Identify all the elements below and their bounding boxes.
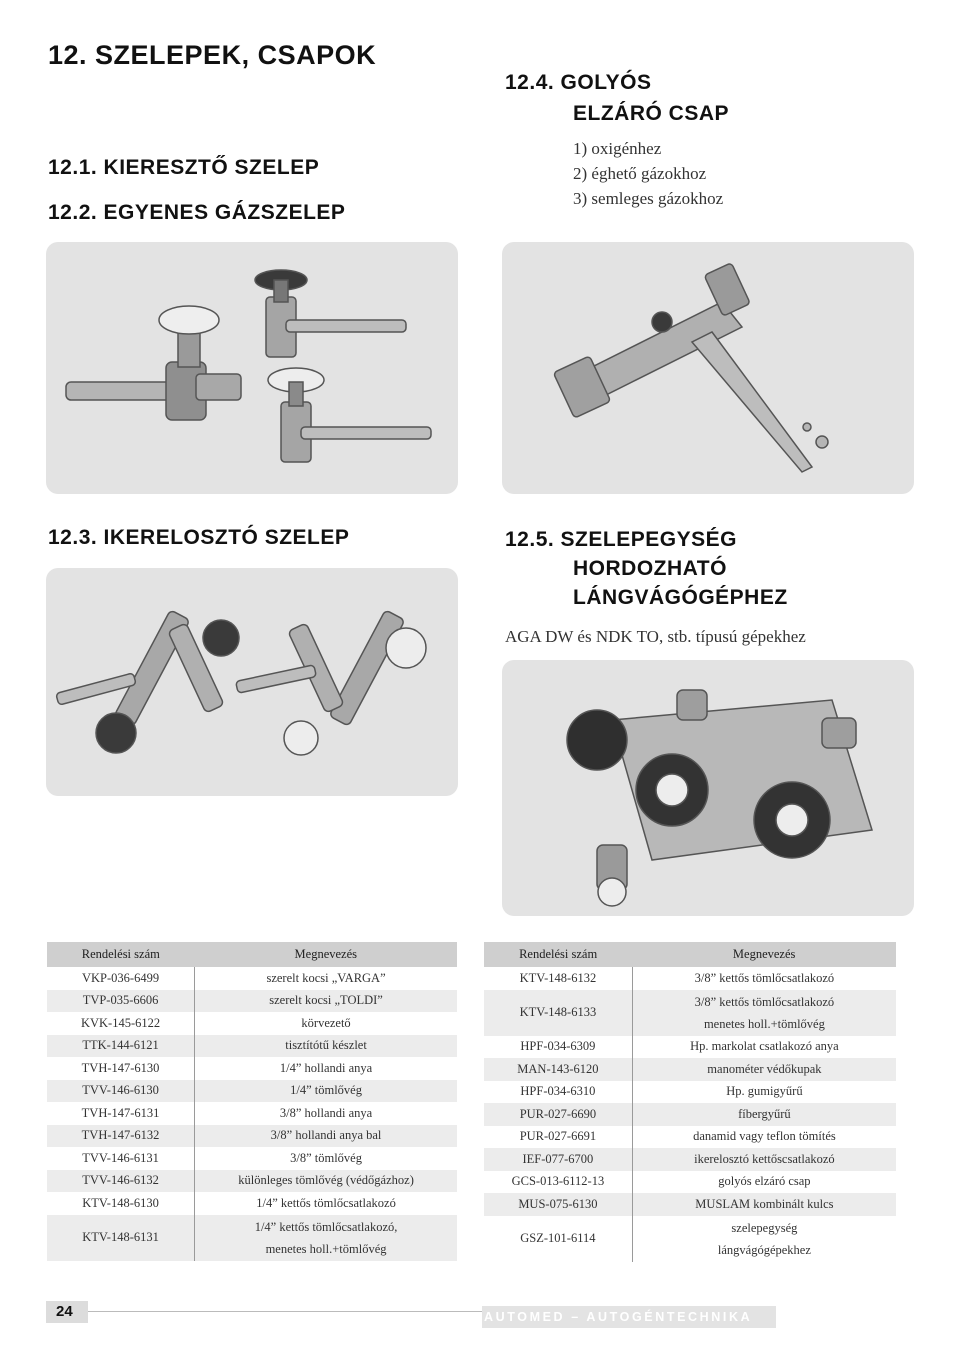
section-heading-12-3: 12.3. IKERELOSZTÓ SZELEP (48, 526, 350, 549)
item-name: szerelt kocsi „VARGA” (195, 967, 457, 990)
table-row (47, 990, 457, 1013)
section-heading-12-5 (505, 525, 788, 612)
item-name-line1: 3/8” kettős tömlőcsatlakozó (694, 994, 835, 1009)
table-row (47, 967, 457, 990)
order-code: MAN-143-6120 (484, 1058, 632, 1081)
table-row (47, 1035, 457, 1058)
item-name: 1/4” hollandi anya (195, 1057, 457, 1080)
section-heading-12-5-line2: HORDOZHATÓ (573, 557, 727, 580)
order-code: HPF-034-6310 (520, 1084, 596, 1099)
twin-distributor-valve-illustration (46, 568, 458, 796)
order-code: KTV-148-6133 (484, 990, 632, 1036)
section-heading-12-5-line1: 12.5. SZELEPEGYSÉG (505, 528, 737, 551)
order-table-right (484, 942, 896, 1262)
order-code: TVH-147-6132 (47, 1125, 195, 1148)
gas-type-list (573, 136, 723, 211)
item-name: manométer védőkupak (632, 1058, 896, 1081)
order-code: PUR-027-6690 (484, 1103, 632, 1126)
table-row (47, 1125, 457, 1148)
item-name-line1: szelepegység (731, 1220, 798, 1235)
order-code: GSZ-101-6114 (520, 1231, 596, 1245)
order-code: KTV-148-6130 (82, 1195, 159, 1210)
item-name-line2: menetes holl.+tömlővég (703, 1016, 825, 1031)
order-code: TVH-147-6131 (81, 1105, 160, 1120)
table-row (484, 1081, 896, 1104)
cross-valve-photo (46, 242, 458, 494)
order-code: TVV-146-6130 (47, 1080, 195, 1103)
section-heading-12-5-line3: LÁNGVÁGÓGÉPHEZ (573, 586, 788, 609)
table-row (484, 967, 896, 990)
item-name: 1/4” kettős tömlőcsatlakozó (195, 1192, 457, 1215)
item-name: MUSLAM kombinált kulcs (632, 1193, 896, 1216)
list-item: 2) éghető gázokhoz (573, 164, 707, 183)
table-row (47, 1192, 457, 1215)
valve-unit-photo (502, 660, 914, 916)
table-row (484, 1216, 896, 1262)
cross-valve-illustration (46, 242, 458, 494)
section-heading-12-4 (505, 67, 729, 129)
item-name: Hp. gumigyűrű (632, 1081, 896, 1104)
order-code: KTV-148-6131 (47, 1215, 195, 1261)
table-row (484, 1103, 896, 1126)
table-row (484, 1193, 896, 1216)
valve-unit-illustration (502, 660, 914, 916)
item-name: 3/8” hollandi anya bal (195, 1125, 457, 1148)
table-row (484, 1058, 896, 1081)
section-heading-12-2: 12.2. EGYENES GÁZSZELEP (48, 201, 346, 224)
item-name-line2: lángvágógépekhez (717, 1242, 811, 1257)
column-header-name: Megnevezés (195, 942, 457, 967)
order-code: TVV-146-6132 (47, 1170, 195, 1193)
list-item: 3) semleges gázokhoz (573, 189, 724, 208)
section-heading-12-1: 12.1. KIERESZTŐ SZELEP (48, 156, 320, 179)
item-name: 1/4” tömlővég (195, 1080, 457, 1103)
order-code: MUS-075-6130 (484, 1193, 632, 1216)
item-name: danamid vagy teflon tömítés (632, 1126, 896, 1149)
page-title: 12. SZELEPEK, CSAPOK (48, 40, 377, 70)
item-name: golyós elzáró csap (632, 1171, 896, 1194)
page-number: 24 (46, 1301, 88, 1323)
order-code: KTV-148-6132 (519, 970, 597, 985)
section-12-5-subtitle: AGA DW és NDK TO, stb. típusú gépekhez (505, 627, 806, 646)
order-table-left (47, 942, 457, 1261)
order-code: TVV-146-6131 (82, 1150, 159, 1165)
order-code: KVK-145-6122 (80, 1015, 161, 1030)
item-name: 3/8” tömlővég (195, 1147, 457, 1170)
table-row (484, 990, 896, 1036)
item-name: különleges tömlővég (védőgázhoz) (195, 1170, 457, 1193)
item-name (632, 1216, 896, 1262)
column-header-name: Megnevezés (632, 942, 896, 967)
table-row (47, 1215, 457, 1261)
table-row (47, 1170, 457, 1193)
column-header-code: Rendelési szám (47, 942, 195, 967)
item-name: 3/8” kettős tömlőcsatlakozó (632, 967, 896, 990)
table-row (484, 1148, 896, 1171)
table-row (484, 1171, 896, 1194)
table-row (47, 1102, 457, 1125)
twin-distributor-valve-photo (46, 568, 458, 796)
table-row (47, 1080, 457, 1103)
ball-valve-illustration (502, 242, 914, 494)
footer-brand: AUTOMED – AUTOGÉNTECHNIKA (482, 1306, 776, 1328)
order-code: TVH-147-6130 (81, 1060, 160, 1075)
item-name: tisztítótű készlet (195, 1035, 457, 1058)
item-name: körvezető (195, 1012, 457, 1035)
order-code: VKP-036-6499 (82, 970, 160, 985)
ball-valve-photo (502, 242, 914, 494)
item-name-line2: menetes holl.+tömlővég (265, 1241, 387, 1256)
item-name (195, 1215, 457, 1261)
table-row (47, 1147, 457, 1170)
item-name-line1: 1/4” kettős tömlőcsatlakozó, (254, 1219, 398, 1234)
list-item: 1) oxigénhez (573, 139, 662, 158)
item-name: ikerelosztó kettőscsatlakozó (632, 1148, 896, 1171)
order-code: IEF-077-6700 (484, 1148, 632, 1171)
table-row (47, 1012, 457, 1035)
table-row (484, 1126, 896, 1149)
order-code: GCS-013-6112-13 (511, 1174, 605, 1189)
order-code: PUR-027-6691 (519, 1129, 597, 1144)
item-name (632, 990, 896, 1036)
item-name: 3/8” hollandi anya (195, 1102, 457, 1125)
table-row (484, 1036, 896, 1059)
order-code: TVP-035-6606 (47, 990, 195, 1013)
section-heading-12-4-line2: ELZÁRÓ CSAP (573, 102, 730, 125)
section-heading-12-4-line1: 12.4. GOLYÓS (505, 71, 652, 94)
item-name: szerelt kocsi „TOLDI” (195, 990, 457, 1013)
order-code: HPF-034-6309 (520, 1039, 596, 1054)
item-name: fíbergyűrű (632, 1103, 896, 1126)
order-code: TTK-144-6121 (47, 1035, 195, 1058)
column-header-code: Rendelési szám (484, 942, 632, 967)
table-row (47, 1057, 457, 1080)
item-name: Hp. markolat csatlakozó anya (632, 1036, 896, 1059)
